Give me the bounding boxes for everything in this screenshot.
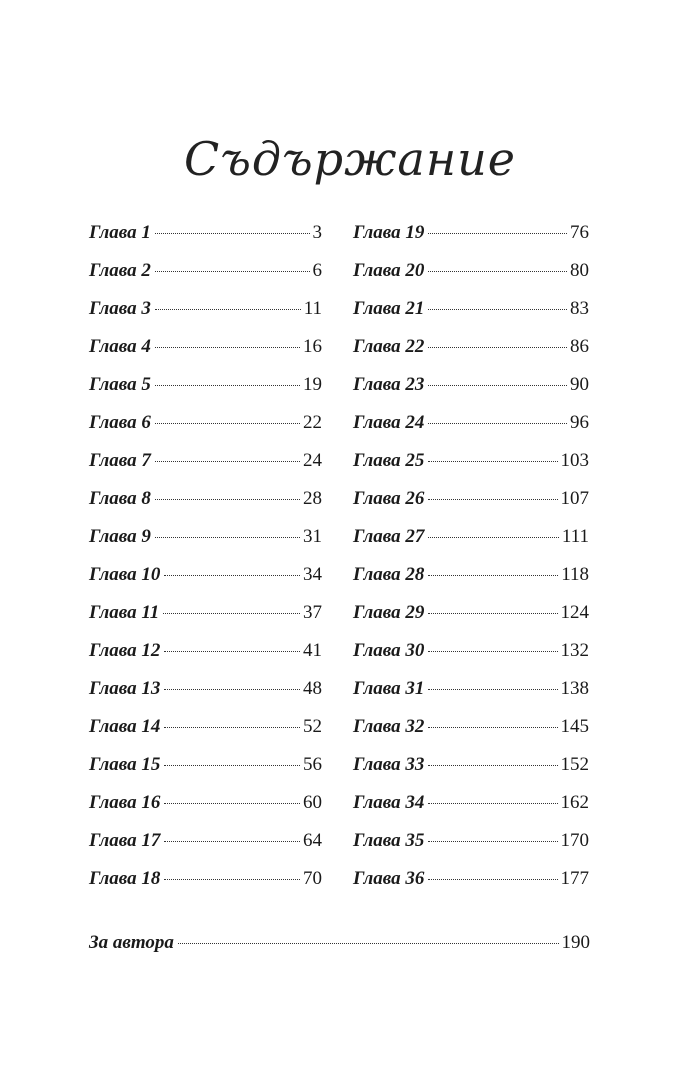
toc-entry-page: 48: [303, 678, 322, 699]
dot-leader: [155, 347, 300, 348]
dot-leader: [155, 233, 310, 234]
dot-leader: [164, 651, 300, 652]
toc-entry-page: 56: [303, 754, 322, 775]
toc-entry-page: 16: [303, 336, 322, 357]
toc-entry-label: Глава 8: [89, 488, 151, 509]
toc-entry-label: Глава 36: [353, 868, 425, 889]
page-title: Съдържание: [184, 132, 516, 186]
toc-entry-page: 103: [560, 450, 589, 471]
toc-entry[interactable]: [89, 488, 322, 526]
toc-entry[interactable]: [353, 450, 589, 488]
toc-entry[interactable]: [353, 260, 589, 298]
toc-entry[interactable]: [353, 792, 589, 830]
toc-entry-author[interactable]: [89, 932, 590, 970]
dot-leader: [155, 423, 300, 424]
toc-entry-label: Глава 30: [353, 640, 425, 661]
dot-leader: [155, 537, 300, 538]
toc-entry-page: 22: [303, 412, 322, 433]
toc-entry[interactable]: [89, 868, 322, 906]
toc-entry-label: Глава 16: [89, 792, 161, 813]
toc-entry-page: 177: [560, 868, 589, 889]
toc-entry[interactable]: [89, 716, 322, 754]
toc-entry-page: 11: [303, 298, 322, 319]
toc-entry-label: Глава 7: [89, 450, 151, 471]
toc-entry[interactable]: [89, 336, 322, 374]
dot-leader: [178, 943, 559, 944]
toc-entry-label: Глава 24: [353, 412, 425, 433]
dot-leader: [428, 499, 557, 500]
toc-entry-page: 28: [303, 488, 322, 509]
toc-entry-label: Глава 5: [89, 374, 151, 395]
toc-entry-page: 170: [560, 830, 589, 851]
toc-entry[interactable]: [353, 222, 589, 260]
dot-leader: [164, 841, 300, 842]
toc-entry[interactable]: [89, 602, 322, 640]
dot-leader: [428, 803, 557, 804]
toc-entry[interactable]: [353, 298, 589, 336]
toc-entry[interactable]: [353, 564, 589, 602]
toc-entry-label: Глава 12: [89, 640, 161, 661]
toc-entry-page: 24: [303, 450, 322, 471]
toc-entry-page: 124: [560, 602, 589, 623]
toc-left-column: [89, 222, 322, 906]
toc-entry-page: 37: [303, 602, 322, 623]
dot-leader: [428, 651, 557, 652]
toc-entry-label: За автора: [89, 932, 174, 953]
dot-leader: [428, 727, 557, 728]
toc-entry-label: Глава 20: [353, 260, 425, 281]
toc-entry-label: Глава 22: [353, 336, 425, 357]
dot-leader: [428, 347, 567, 348]
dot-leader: [155, 499, 300, 500]
toc-entry-page: 80: [570, 260, 589, 281]
toc-entry-page: 162: [560, 792, 589, 813]
toc-entry-page: 145: [560, 716, 589, 737]
toc-entry-label: Глава 23: [353, 374, 425, 395]
toc-entry-label: Глава 26: [353, 488, 425, 509]
toc-entry-page: 31: [303, 526, 322, 547]
toc-entry-page: 76: [570, 222, 589, 243]
toc-entry-page: 41: [303, 640, 322, 661]
toc-entry-page: 132: [560, 640, 589, 661]
toc-entry-label: Глава 18: [89, 868, 161, 889]
dot-leader: [155, 461, 300, 462]
toc-entry-label: Глава 25: [353, 450, 425, 471]
toc-entry[interactable]: [89, 374, 322, 412]
toc-entry[interactable]: [353, 412, 589, 450]
toc-entry-label: Глава 6: [89, 412, 151, 433]
toc-entry-page: 52: [303, 716, 322, 737]
toc-entry-label: Глава 21: [353, 298, 425, 319]
toc-entry-label: Глава 29: [353, 602, 425, 623]
toc-entry[interactable]: [353, 488, 589, 526]
toc-entry-page: 64: [303, 830, 322, 851]
toc-entry-page: 6: [312, 260, 322, 281]
dot-leader: [428, 613, 557, 614]
toc-entry[interactable]: [89, 526, 322, 564]
toc-entry-label: Глава 3: [89, 298, 151, 319]
toc-entry-label: Глава 15: [89, 754, 161, 775]
toc-entry-label: Глава 10: [89, 564, 161, 585]
toc-entry-page: 190: [561, 932, 590, 953]
toc-entry-page: 34: [303, 564, 322, 585]
toc-entry-label: Глава 17: [89, 830, 161, 851]
dot-leader: [428, 879, 557, 880]
toc-entry-page: 60: [303, 792, 322, 813]
dot-leader: [155, 309, 301, 310]
dot-leader: [164, 575, 300, 576]
toc-right-column: [353, 222, 589, 906]
toc-entry[interactable]: [89, 792, 322, 830]
toc-entry-page: 86: [570, 336, 589, 357]
dot-leader: [428, 689, 557, 690]
toc-entry[interactable]: [89, 222, 322, 260]
toc-entry[interactable]: [353, 336, 589, 374]
dot-leader: [155, 385, 300, 386]
toc-entry-label: Глава 19: [353, 222, 425, 243]
dot-leader: [428, 423, 567, 424]
toc-entry[interactable]: [89, 298, 322, 336]
toc-entry-page: 70: [303, 868, 322, 889]
toc-entry[interactable]: [89, 564, 322, 602]
toc-entry-label: Глава 2: [89, 260, 151, 281]
dot-leader: [428, 765, 557, 766]
toc-entry-label: Глава 9: [89, 526, 151, 547]
toc-entry[interactable]: [353, 640, 589, 678]
dot-leader: [164, 879, 300, 880]
toc-entry-label: Глава 35: [353, 830, 425, 851]
toc-entry[interactable]: [89, 754, 322, 792]
toc-entry-page: 138: [560, 678, 589, 699]
dot-leader: [428, 271, 567, 272]
toc-entry-label: Глава 28: [353, 564, 425, 585]
toc-entry-page: 90: [570, 374, 589, 395]
toc-entry[interactable]: [353, 830, 589, 868]
toc-entry[interactable]: [89, 678, 322, 716]
dot-leader: [155, 271, 310, 272]
toc-entry[interactable]: [89, 830, 322, 868]
toc-entry[interactable]: [353, 754, 589, 792]
toc-entry-label: Глава 14: [89, 716, 161, 737]
toc-entry-label: Глава 32: [353, 716, 425, 737]
toc-entry[interactable]: [353, 716, 589, 754]
toc-entry[interactable]: [353, 602, 589, 640]
toc-entry-page: 3: [312, 222, 322, 243]
toc-entry-label: Глава 1: [89, 222, 151, 243]
dot-leader: [164, 689, 300, 690]
toc-entry-page: 19: [303, 374, 322, 395]
toc-entry[interactable]: [89, 640, 322, 678]
dot-leader: [428, 309, 567, 310]
dot-leader: [163, 613, 300, 614]
toc-entry[interactable]: [353, 678, 589, 716]
dot-leader: [428, 575, 558, 576]
toc-entry[interactable]: [89, 412, 322, 450]
toc-entry[interactable]: [89, 450, 322, 488]
toc-entry-label: Глава 13: [89, 678, 161, 699]
dot-leader: [164, 727, 300, 728]
toc-entry-page: 107: [560, 488, 589, 509]
toc-entry[interactable]: [353, 526, 589, 564]
toc-entry-label: Глава 33: [353, 754, 425, 775]
dot-leader: [164, 765, 300, 766]
toc-entry-page: 96: [570, 412, 589, 433]
dot-leader: [428, 233, 567, 234]
dot-leader: [428, 385, 567, 386]
toc-entry-page: 118: [561, 564, 589, 585]
dot-leader: [428, 841, 557, 842]
toc-entry-page: 152: [560, 754, 589, 775]
dot-leader: [428, 537, 559, 538]
toc-entry-page: 83: [570, 298, 589, 319]
toc-entry-label: Глава 31: [353, 678, 425, 699]
toc-entry-label: Глава 27: [353, 526, 425, 547]
toc-entry-page: 111: [561, 526, 589, 547]
toc-entry[interactable]: [353, 868, 589, 906]
toc-entry-label: Глава 11: [89, 602, 160, 623]
toc-entry[interactable]: [353, 374, 589, 412]
toc-entry-label: Глава 4: [89, 336, 151, 357]
dot-leader: [428, 461, 557, 462]
toc-entry-label: Глава 34: [353, 792, 425, 813]
dot-leader: [164, 803, 300, 804]
toc-entry[interactable]: [89, 260, 322, 298]
